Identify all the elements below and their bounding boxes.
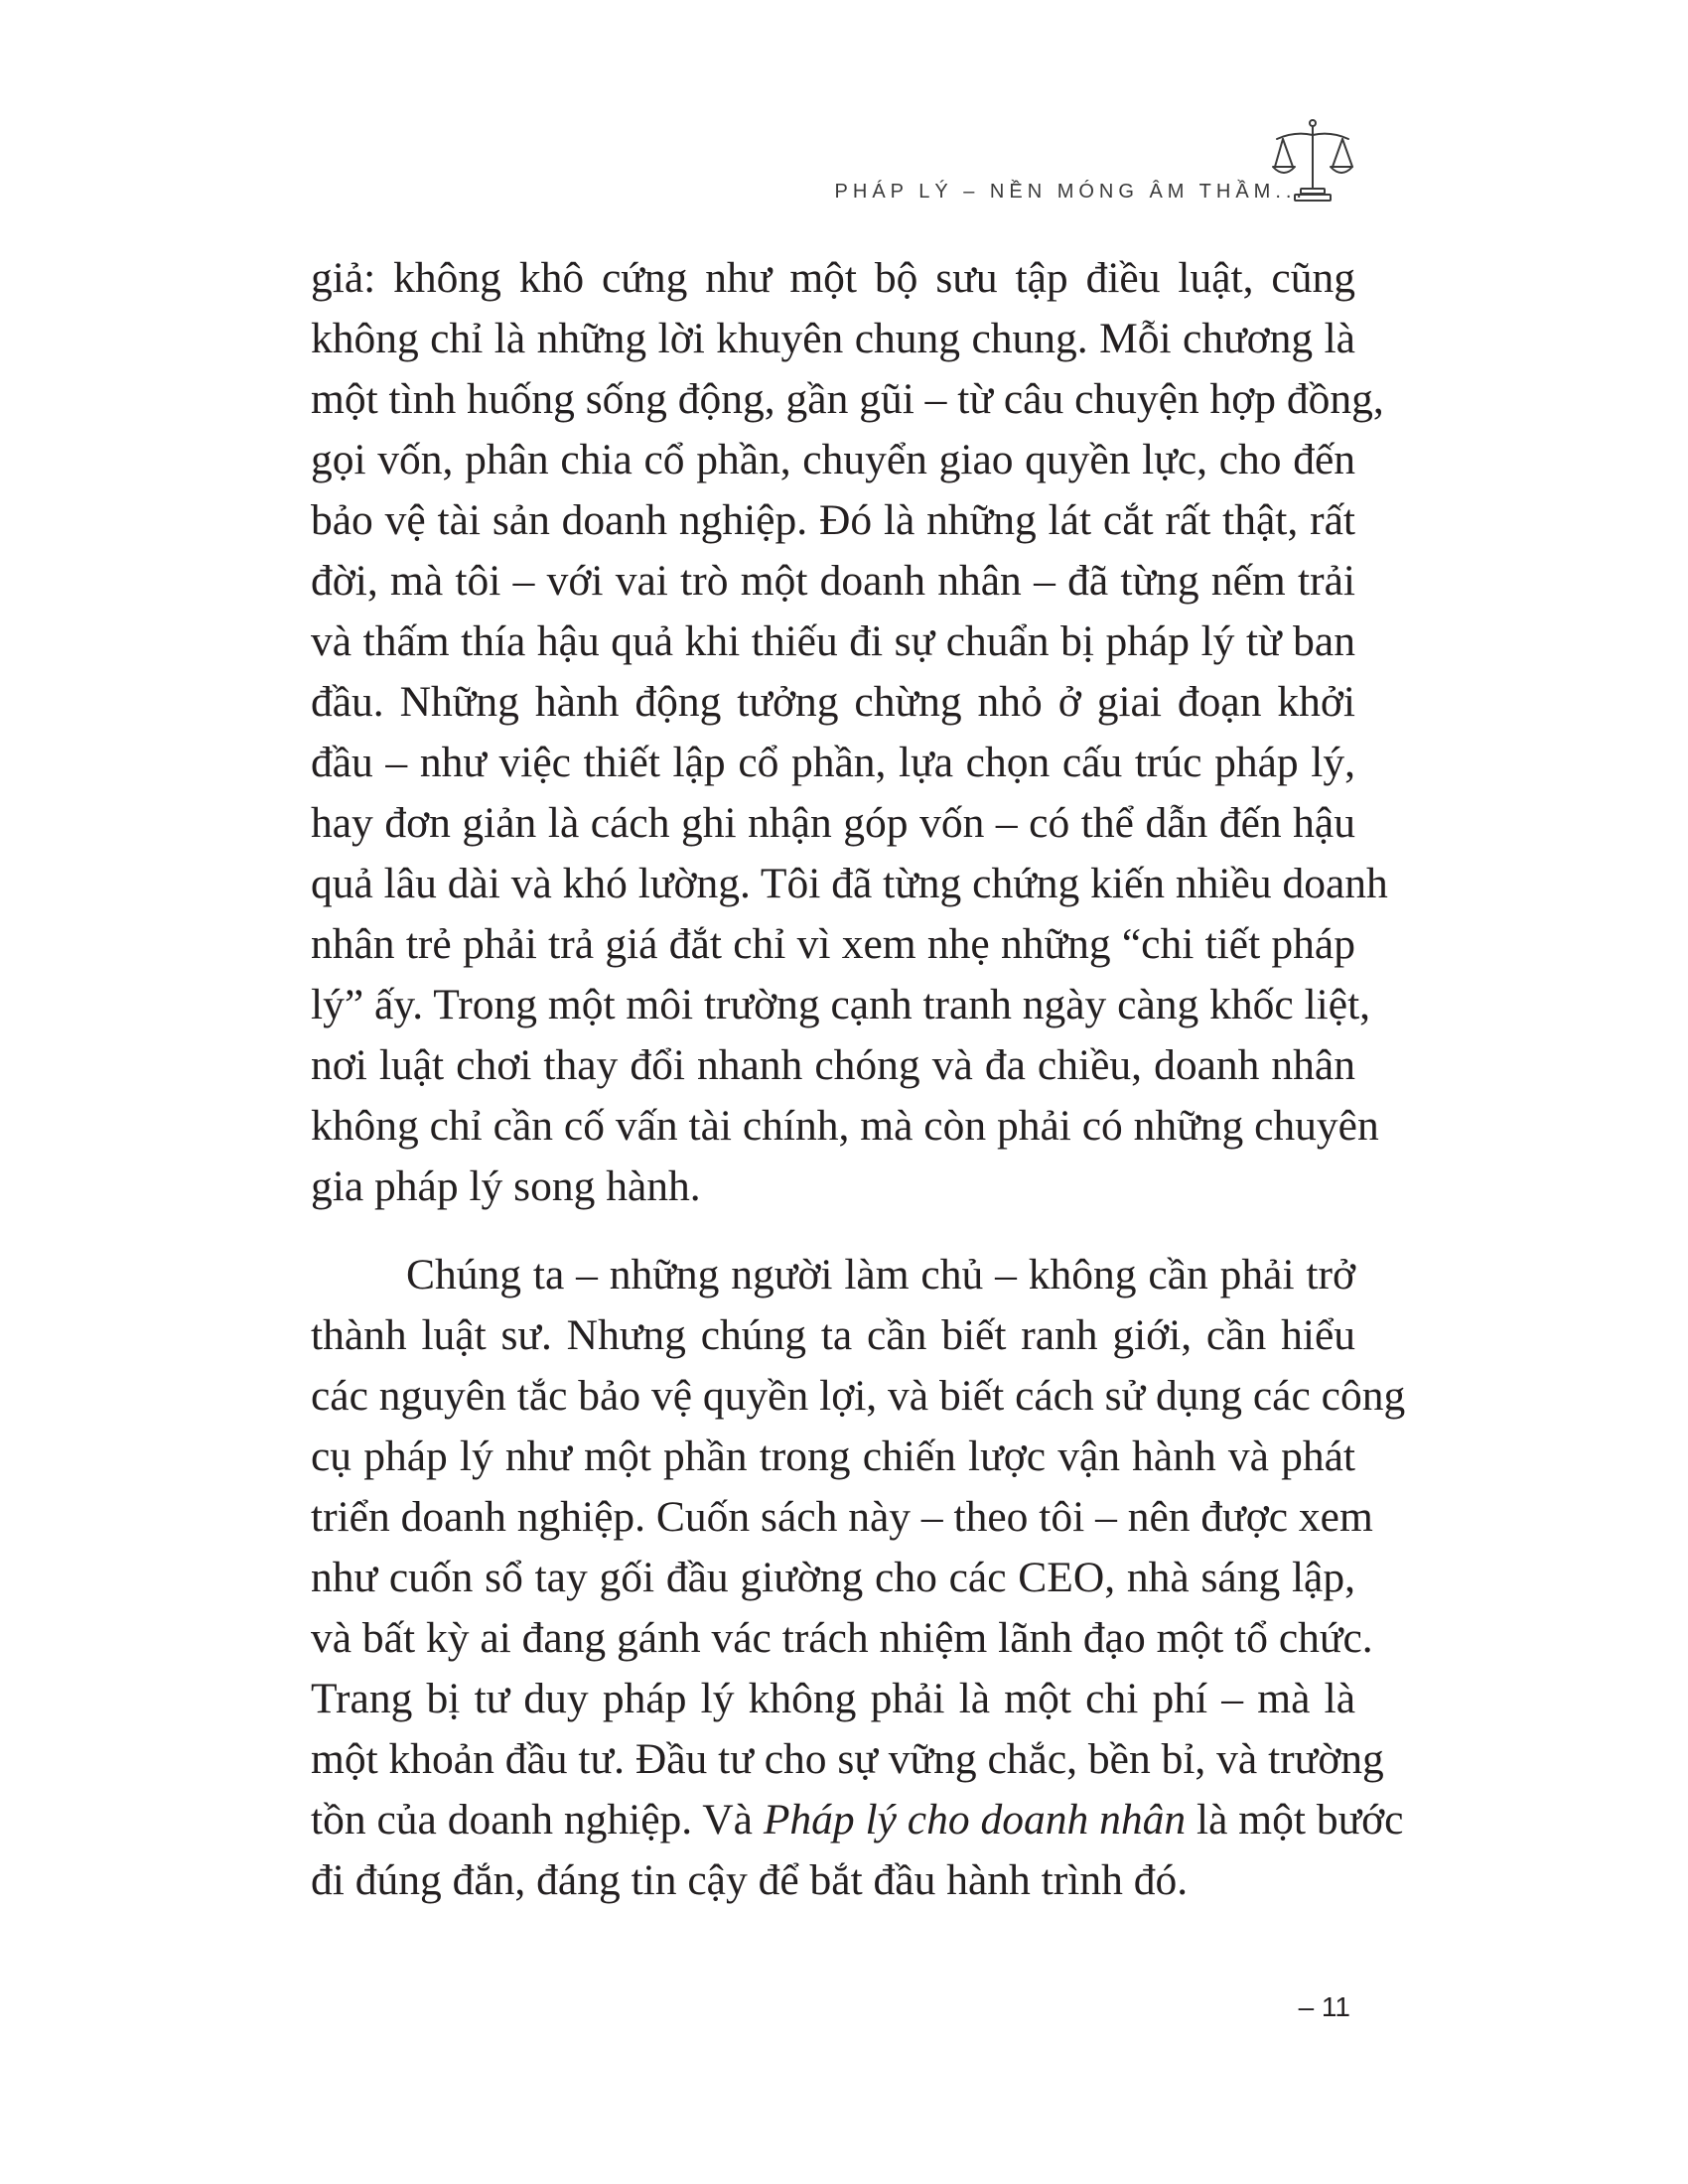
text-line: lý” ấy. Trong một môi trường cạnh tranh ngày càng khốc liệt,: [311, 981, 1371, 1028]
text-line: và thấm thía hậu quả khi thiếu đi sự chuẩn bị pháp lý từ ban: [311, 617, 1355, 665]
text-line: Chúng ta – những người làm chủ – không cần phải trở: [406, 1251, 1355, 1298]
text-line: không chỉ cần cố vấn tài chính, mà còn phải có những chuyên: [311, 1102, 1379, 1150]
text-line: nhân trẻ phải trả giá đắt chỉ vì xem nhẹ những “chi tiết pháp: [311, 920, 1355, 968]
text-line: một khoản đầu tư. Đầu tư cho sự vững chắc, bền bỉ, và trường: [311, 1735, 1384, 1783]
text-line: không chỉ là những lời khuyên chung chung. Mỗi chương là: [311, 315, 1355, 362]
text-run: là một bước: [1186, 1796, 1404, 1843]
text-line: [311, 1790, 1404, 1850]
text-run: tồn của doanh nghiệp. Và: [311, 1796, 764, 1843]
text-line: nơi luật chơi thay đổi nhanh chóng và đa chiều, doanh nhân: [311, 1041, 1355, 1089]
text-line: các nguyên tắc bảo vệ quyền lợi, và biết cách sử dụng các công: [311, 1372, 1406, 1420]
text-line: gọi vốn, phân chia cổ phần, chuyển giao quyền lực, cho đến: [311, 436, 1355, 483]
body-text: [311, 248, 1406, 1911]
text-line: và bất kỳ ai đang gánh vác trách nhiệm lãnh đạo một tổ chức.: [311, 1614, 1373, 1662]
text-line: giả: không khô cứng như một bộ sưu tập điều luật, cũng: [311, 254, 1355, 302]
text-line: hay đơn giản là cách ghi nhận góp vốn – có thể dẫn đến hậu: [311, 799, 1355, 847]
page-number: – 11: [1298, 1991, 1350, 2022]
text-line: đầu – như việc thiết lập cổ phần, lựa chọn cấu trúc pháp lý,: [311, 739, 1355, 786]
scales-of-justice-icon: [1271, 117, 1354, 203]
text-line: một tình huống sống động, gần gũi – từ câu chuyện hợp đồng,: [311, 375, 1384, 423]
text-line: Trang bị tư duy pháp lý không phải là một chi phí – mà là: [311, 1675, 1355, 1722]
text-line: gia pháp lý song hành.: [311, 1162, 701, 1210]
book-title: Pháp lý cho doanh nhân: [763, 1796, 1187, 1843]
text-line: như cuốn sổ tay gối đầu giường cho các CEO, nhà sáng lập,: [311, 1554, 1355, 1601]
text-line: đầu. Những hành động tưởng chừng nhỏ ở giai đoạn khởi: [311, 678, 1355, 726]
running-header: PHÁP LÝ – NỀN MÓNG ÂM THẦM...: [834, 181, 1307, 203]
paragraph-1: [311, 248, 1388, 1217]
text-line: thành luật sư. Nhưng chúng ta cần biết ranh giới, cần hiểu: [311, 1311, 1355, 1359]
text-line: quả lâu dài và khó lường. Tôi đã từng chứng kiến nhiều doanh: [311, 860, 1388, 907]
text-line: triển doanh nghiệp. Cuốn sách này – theo tôi – nên được xem: [311, 1493, 1373, 1541]
text-line: cụ pháp lý như một phần trong chiến lược vận hành và phát: [311, 1433, 1355, 1480]
text-line: đi đúng đắn, đáng tin cậy để bắt đầu hành trình đó.: [311, 1856, 1189, 1904]
text-line: đời, mà tôi – với vai trò một doanh nhân – đã từng nếm trải: [311, 557, 1355, 605]
paragraph-2: [311, 1245, 1406, 1911]
text-line: bảo vệ tài sản doanh nghiệp. Đó là những lát cắt rất thật, rất: [311, 496, 1355, 544]
